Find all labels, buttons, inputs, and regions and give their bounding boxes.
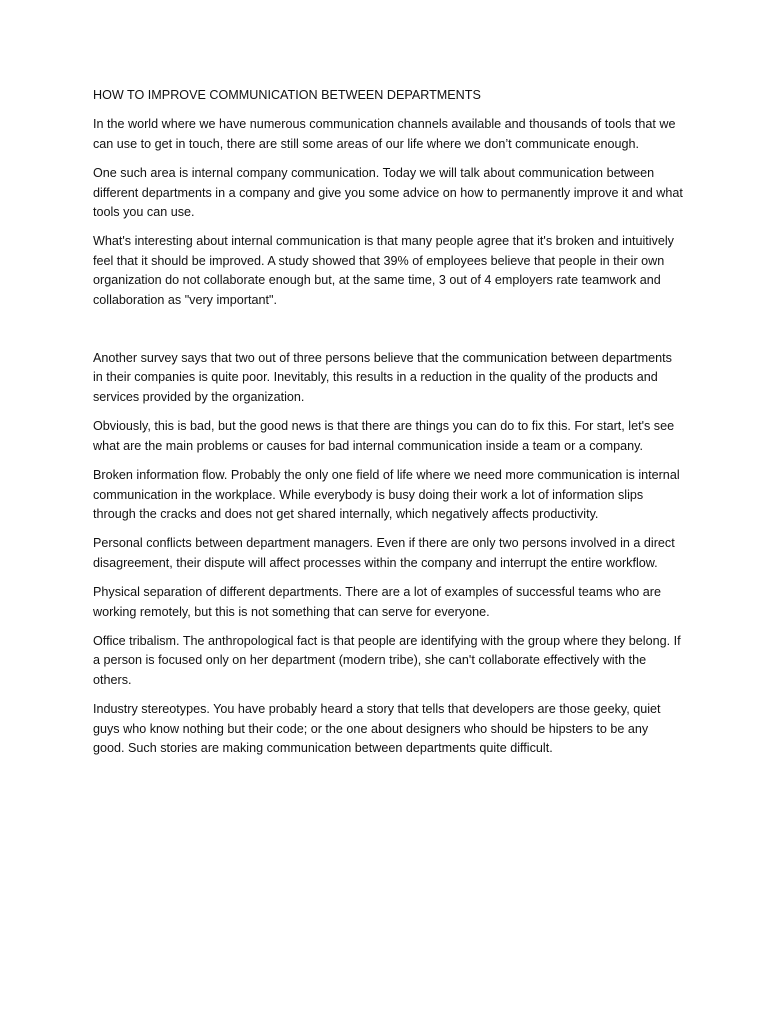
- paragraph-5: Obviously, this is bad, but the good news is that there are things you can do to fix this. For start, let's see what are the main problems or causes for bad internal communication inside a team or a company.: [93, 419, 675, 453]
- paragraph-9: Office tribalism. The anthropological fact is that people are identifying with the group where they belong. If a person is focused only on her department (modern tribe), she can't collaborate effectively with the others.: [93, 633, 681, 687]
- paragraph-7: Personal conflicts between department managers. Even if there are only two persons involved in a direct disagreement, their dispute will affect processes within the company and interrupt the entire workflow.: [93, 536, 675, 570]
- document-body: [93, 86, 683, 768]
- paragraph-10: Industry stereotypes. You have probably heard a story that tells that developers are those geeky, quiet guys who know nothing but their code; or the one about designers who should be hipsters to be any good. Such stories are making communication between departments quite difficult.: [93, 702, 661, 755]
- paragraph-3: What's interesting about internal communication is that many people agree that it's broken and intuitively feel that it should be improved. A study showed that 39% of employees believe that people in their own organization do not collaborate enough but, at the same time, 3 out of 4 employers rate teamwork and collaboration as "very important".: [93, 234, 674, 307]
- paragraph-8: Physical separation of different departments. There are a lot of examples of successful teams who are working remotely, but this is not something that can serve for everyone.: [93, 585, 661, 619]
- document-title: HOW TO IMPROVE COMMUNICATION BETWEEN DEPARTMENTS: [93, 88, 481, 102]
- paragraph-6: Broken information flow. Probably the only one field of life where we need more communication is internal communication in the workplace. While everybody is busy doing their work a lot of information slips through the cracks and does not get shared internally, which negatively affects productivity.: [93, 468, 680, 521]
- paragraph-2: One such area is internal company communication. Today we will talk about communication between different departments in a company and give you some advice on how to permanently improve it and what tools you can use.: [93, 166, 683, 220]
- paragraph-gap: [93, 320, 683, 349]
- paragraph-4: Another survey says that two out of three persons believe that the communication between departments in their companies is quite poor. Inevitably, this results in a reduction in the quality of the products and services provided by the organization.: [93, 351, 672, 404]
- paragraph-1: In the world where we have numerous communication channels available and thousands of tools that we can use to get in touch, there are still some areas of our life where we don’t communicate enough.: [93, 117, 676, 151]
